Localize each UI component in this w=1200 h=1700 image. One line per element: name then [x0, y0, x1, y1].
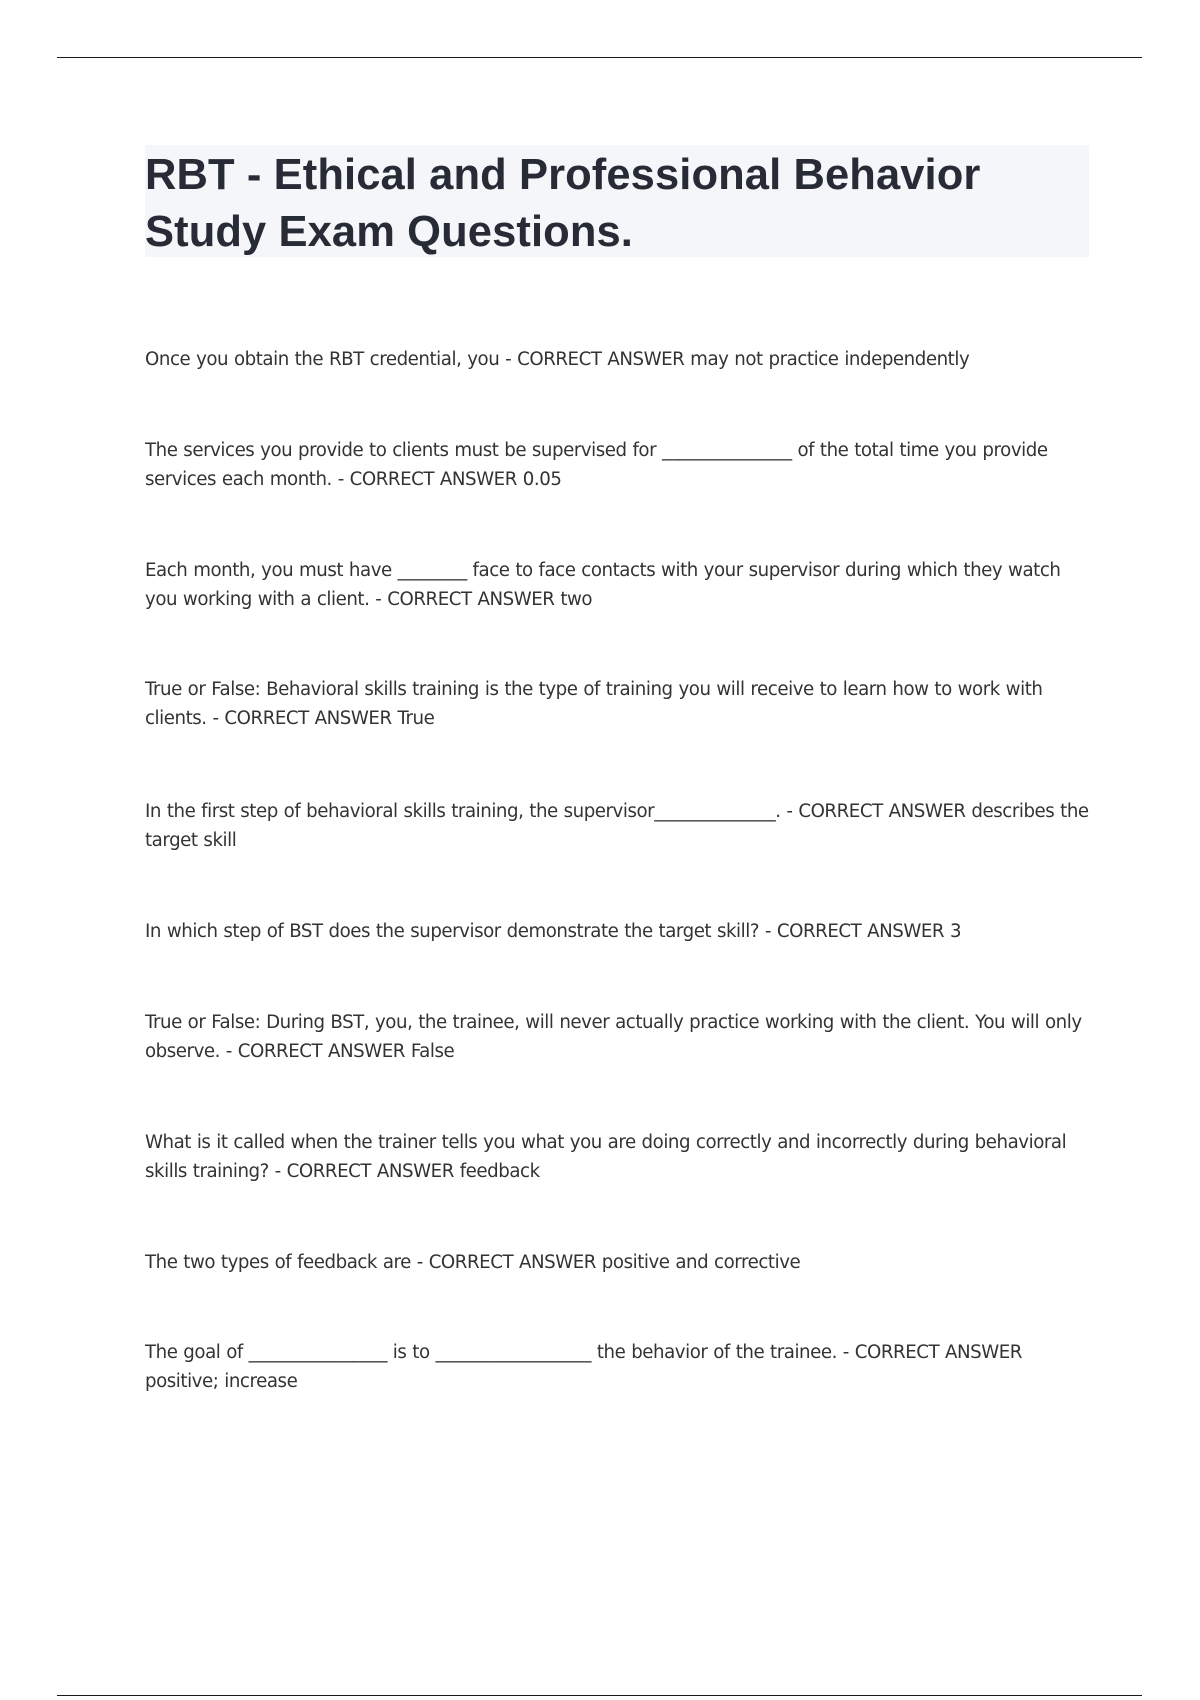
- page-title: RBT - Ethical and Professional Behavior Study Exam Questions.: [145, 151, 981, 256]
- question-item: In which step of BST does the supervisor demonstrate the target skill? - CORRECT ANSWER 3: [145, 921, 962, 942]
- question-item: What is it called when the trainer tells you what you are doing correctly and incorrectly during behavioral skills training? - CORRECT ANSWER feedback: [145, 1132, 1067, 1182]
- question-item: Each month, you must have ________ face to face contacts with your supervisor during which they watch you working with a client. - CORRECT ANSWER two: [145, 560, 1061, 610]
- question-item: The goal of ________________ is to __________________ the behavior of the trainee. - CORRECT ANSWER positive; increase: [145, 1342, 1022, 1392]
- question-item: The two types of feedback are - CORRECT ANSWER positive and corrective: [145, 1252, 801, 1273]
- question-item: In the first step of behavioral skills training, the supervisor______________. - CORRECT ANSWER describes the target skill: [145, 801, 1089, 851]
- question-item: True or False: During BST, you, the trainee, will never actually practice working with the client. You will only observe. - CORRECT ANSWER False: [145, 1012, 1082, 1062]
- question-item: Once you obtain the RBT credential, you - CORRECT ANSWER may not practice independently: [145, 349, 970, 370]
- question-item: The services you provide to clients must be supervised for _______________ of the total time you provide services each month. - CORRECT ANSWER 0.05: [145, 440, 1048, 490]
- top-divider: [57, 57, 1142, 58]
- bottom-divider: [57, 1695, 1142, 1696]
- question-item: True or False: Behavioral skills training is the type of training you will receive to learn how to work with clients. - CORRECT ANSWER True: [145, 679, 1043, 729]
